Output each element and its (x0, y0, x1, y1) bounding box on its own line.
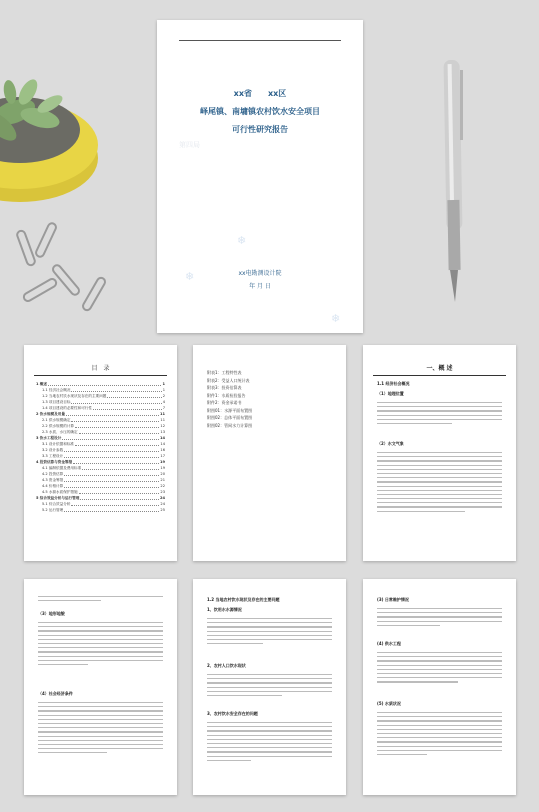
subsection-heading: （1）地理位置 (377, 391, 404, 396)
toc-entry-page: 7 (162, 406, 165, 410)
toc-entry-page: 1 (162, 388, 165, 392)
toc-entry-page: 4 (162, 400, 165, 404)
subsection-heading: 3、农村饮水安全存在的问题 (207, 711, 258, 716)
toc-entry-page: 13 (160, 430, 165, 434)
toc-entry-page: 19 (160, 466, 165, 470)
toc-entry-page: 1 (162, 382, 165, 386)
toc-entry-label: 3 饮水工程设计 (36, 436, 62, 440)
toc-entry-page: 16 (160, 448, 165, 452)
toc-entry-label: 2.3 水质、水压的确定 (42, 430, 78, 434)
toc-entry-label: 3.3 工程设计 (42, 454, 64, 458)
subsection-heading: (4) 供水工程 (377, 641, 401, 646)
annex-item: 附表1：工程特性表 (207, 370, 242, 375)
annex-item: 附件2：资金承诺书 (207, 400, 242, 405)
toc-entry-label: 1.2 当地农村饮水现状及存在的主要问题 (42, 394, 107, 398)
toc-entry-label: 2 饮水规模及用量 (36, 412, 65, 416)
cover-title-line1: xx省 xx区 (233, 89, 287, 98)
subsection-heading: 2、农村人口饮水现状 (207, 663, 246, 668)
toc-entry-page: 14 (160, 442, 165, 446)
snowflake-icon: ❄ (185, 270, 195, 283)
toc-title: 目 录 (91, 365, 110, 372)
toc-entry-page: 11 (159, 412, 165, 416)
toc-entry-label: 4.3 资金筹措 (42, 478, 64, 482)
toc-entry-page: 17 (160, 454, 165, 458)
subsection-heading: (5) 水质状况 (377, 701, 401, 706)
cover-organization: xx电勘测设计院 (238, 270, 282, 277)
annex-item: 附表2：受益人口统计表 (207, 377, 250, 383)
toc-entry-label: 1 概述 (36, 382, 47, 386)
subsection-heading: （2）水文气象 (377, 441, 404, 446)
toc-entry-label: 5 综合效益分析与运行管理 (36, 496, 80, 500)
toc-entry-label: 3.2 设计参数 (42, 448, 64, 452)
annex-item: 附件1：水质检验报告 (207, 392, 246, 398)
toc-entry-label: 3.1 设计依据和标准 (42, 442, 75, 446)
subsection-heading: （4）社会经济条件 (38, 691, 73, 696)
toc-entry-label: 4.1 编制依据及费用标准 (42, 466, 82, 470)
toc-entry-page: 14 (159, 436, 165, 440)
toc-entry-label: 1.4 项目建设的必要性和可行性 (42, 406, 92, 410)
toc-entry-label: 4.4 价格计算 (42, 484, 64, 488)
section-heading: 1.1 经济社会概况 (377, 381, 410, 386)
toc-entry-label: 1.3 项目建设目标 (42, 400, 71, 404)
toc-entry-label: 4.5 水源水质保护措施 (42, 490, 78, 494)
pen-image (444, 60, 463, 302)
cover-title-line3: 可行性研究报告 (232, 125, 288, 134)
toc-entry-page: 19 (159, 460, 165, 464)
toc-entry-label: 2.2 供水规模的计算 (42, 424, 75, 428)
annex-item: 附图02：管网水力计算图 (207, 422, 253, 428)
toc-entry-page: 24 (159, 496, 165, 500)
subsection-heading: 1、饮用水水源情况 (207, 607, 242, 612)
toc-entry-label: 5.2 运行管理 (42, 508, 64, 512)
annex-item: 附表3：投资估算表 (207, 385, 242, 390)
toc-entry-label: 4 投资估算与资金筹措 (36, 460, 73, 464)
toc-entry-label: 1.1 经济社会概况 (42, 388, 71, 392)
cover-title-line2: 峄尾镇、南墉镇农村饮水安全项目 (200, 107, 320, 116)
toc-entry-label: 4.2 投资估算 (42, 472, 64, 476)
toc-entry-page: 20 (160, 472, 165, 476)
section-heading: 1.2 当地农村饮水现状及存在的主要问题 (207, 597, 280, 602)
snowflake-icon: ❄ (237, 234, 247, 247)
toc-entry-page: 23 (160, 490, 165, 494)
cover-watermark: 第四局 (179, 141, 200, 149)
toc-entry-label: 5.1 综合效益分析 (42, 502, 71, 506)
subsection-heading: (3) 日常维护情况 (377, 597, 409, 602)
toc-entry-page: 25 (160, 508, 165, 512)
toc-entry-page: 2 (162, 394, 165, 398)
chapter-title: 一、概 述 (426, 365, 453, 372)
annex-item: 附图02：总体平面布置图 (207, 415, 253, 420)
toc-entry-page: 24 (160, 502, 165, 506)
paperclips-image (16, 222, 106, 312)
toc-entry-label: 2.1 供水规模确定 (42, 418, 71, 422)
cover-date: 年 月 日 (249, 283, 271, 290)
subsection-heading: （3）地形地貌 (38, 611, 65, 616)
toc-entry-page: 12 (160, 424, 165, 428)
snowflake-icon: ❄ (331, 312, 341, 325)
toc-entry-page: 21 (160, 478, 165, 482)
annex-item: 附图01：水源平面布置图 (207, 407, 253, 413)
toc-entry-page: 11 (160, 418, 165, 422)
toc-entry-page: 22 (160, 484, 165, 488)
potted-succulent-image (0, 76, 98, 202)
